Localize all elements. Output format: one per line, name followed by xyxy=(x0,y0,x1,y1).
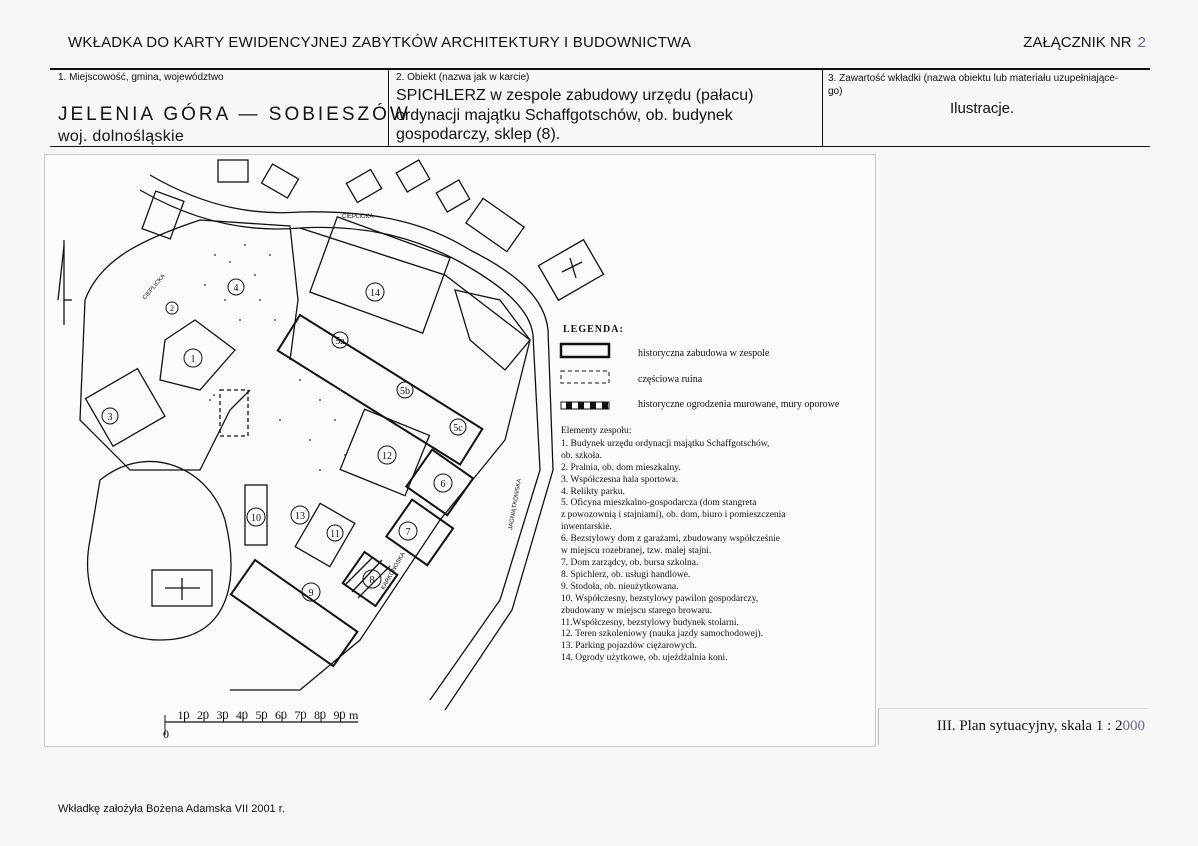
street-label-cieplicka-2: CIEPLICKA xyxy=(141,273,167,302)
attachment-label xyxy=(1023,34,1146,51)
contents-value: Ilustracje. xyxy=(950,100,1015,117)
element-item: 2. Pralnia, ob. dom mieszkalny. xyxy=(561,462,681,473)
scale-tick-label: 70 xyxy=(294,708,307,722)
scale-tick-label: 10 xyxy=(177,708,190,722)
elements-items xyxy=(561,439,881,665)
element-item: 3. Współczesna hala sportowa. xyxy=(561,474,679,485)
caption-box xyxy=(878,708,1149,745)
street-label-karkonoska: KARKONOSKA xyxy=(380,551,407,591)
elements-title: Elementy zespołu: xyxy=(561,426,632,436)
attachment-number: 2 xyxy=(1137,34,1146,51)
building-number-3: 3 xyxy=(107,412,113,423)
scale-tick-label: 40 xyxy=(236,708,248,722)
scale-tick-label: 30 xyxy=(216,708,229,722)
contents-label-line1: 3. Zawartość wkładki (nazwa obiektu lub materiału uzupełniające- xyxy=(828,73,1119,84)
building-number-10: 10 xyxy=(251,513,261,524)
building-number-4: 4 xyxy=(233,283,239,294)
element-item: 6. Bezstylowy dom z garażami, zbudowany współcześnie w miejscu rozebranej, tzw. malej stajni. xyxy=(561,534,780,557)
element-item: 5. Oficyna mieszkalno-gospodarcza (dom stangreta z powozownią i stajniami), ob. dom, biuro i pomieszczenia inwentarskie. xyxy=(561,498,786,533)
form-title: WKŁADKA DO KARTY EWIDENCYJNEJ ZABYTKÓW ARCHITEKTURY I BUDOWNICTWA xyxy=(68,34,692,51)
street-label-cieplicka-1: CIEPLICKA xyxy=(342,214,374,220)
building-number-5c: 5c xyxy=(453,423,463,434)
building-number-7: 7 xyxy=(405,527,411,538)
building-number-1: 1 xyxy=(190,354,196,365)
attachment-label-text: ZAŁĄCZNIK NR xyxy=(1023,34,1132,51)
scale-tick-label: m xyxy=(349,708,359,722)
building-number-9: 9 xyxy=(308,588,314,599)
legend-item-wall: historyczne ogrodzenia murowane, mury oporowe xyxy=(638,399,840,410)
element-item: 11.Współczesny, bezstylowy budynek stolarni. xyxy=(561,617,739,628)
scale-tick-label: 60 xyxy=(275,708,287,722)
legend-item-ruin: częściowa ruina xyxy=(638,374,703,385)
scale-tick-label: 0 xyxy=(163,727,169,741)
object-value: SPICHLERZ w zespole zabudowy urzędu (pałacu) ordynacji majątku Schaffgotschów, ob. budynek gospodarczy, sklep (8). xyxy=(396,87,754,143)
legend-item-historic: historyczna zabudowa w zespole xyxy=(638,348,770,359)
location-region: woj. dolnośląskie xyxy=(58,128,185,145)
contents-label xyxy=(828,72,1118,98)
scale-tick-label: 50 xyxy=(255,708,268,722)
location-label: 1. Miejscowość, gmina, województwo xyxy=(58,72,224,83)
element-item: 7. Dom zarządcy, ob. bursa szkolna. xyxy=(561,557,699,568)
plan-caption-text: III. Plan sytuacyjny, skala 1 : 2 xyxy=(936,718,1123,734)
element-item: 1. Budynek urzędu ordynacji majątku Schaffgotschów, ob. szkoła. xyxy=(561,438,770,461)
element-item: 12. Teren szkoleniowy (nauka jazdy samochodowej). xyxy=(561,629,764,640)
contents-label-line2: go) xyxy=(828,86,843,97)
field-divider-2 xyxy=(822,68,823,147)
building-number-14: 14 xyxy=(370,288,380,299)
element-item: 4. Relikty parku. xyxy=(561,486,625,497)
object-label: 2. Obiekt (nazwa jak w karcie) xyxy=(396,72,530,83)
plan-caption xyxy=(937,718,1145,735)
header-top-rule xyxy=(50,68,1150,70)
author-footer: Wkładkę założyła Bożena Adamska VII 2001 r. xyxy=(58,803,285,815)
building-number-5a: 5a xyxy=(335,336,345,347)
element-item: 8. Spichlerz, ob. usługi handlowe. xyxy=(561,569,691,580)
location-value: JELENIA GÓRA — SOBIESZÓW xyxy=(58,104,411,125)
building-number-11: 11 xyxy=(330,529,340,540)
building-number-6: 6 xyxy=(440,479,446,490)
plan-caption-tail: 000 xyxy=(1122,718,1145,734)
element-item: 13. Parking pojazdów ciężarowych. xyxy=(561,641,697,652)
building-number-8: 8 xyxy=(369,575,375,586)
element-item: 14. Ogrody użytkowe, ob. ujeżdżalnia koni. xyxy=(561,653,728,664)
legend-title: LEGENDA: xyxy=(563,324,624,335)
elements-list xyxy=(561,426,881,665)
scale-tick-label: 20 xyxy=(197,708,209,722)
street-label-jagniatkowska: JAGNIĄTKOWSKA xyxy=(508,478,523,531)
scale-tick-label: 80 xyxy=(314,708,326,722)
building-number-13: 13 xyxy=(295,511,305,522)
building-number-2: 2 xyxy=(170,304,174,313)
building-number-5b: 5b xyxy=(400,386,410,397)
element-item: 9. Stodoła, ob. nieużytkowana. xyxy=(561,581,679,592)
scale-tick-label: 90 xyxy=(333,708,346,722)
header-bottom-rule xyxy=(50,146,1150,147)
building-number-12: 12 xyxy=(382,451,392,462)
element-item: 10. Współczesny, bezstylowy pawilon gospodarczy, zbudowany w miejscu starego browaru. xyxy=(561,593,759,616)
